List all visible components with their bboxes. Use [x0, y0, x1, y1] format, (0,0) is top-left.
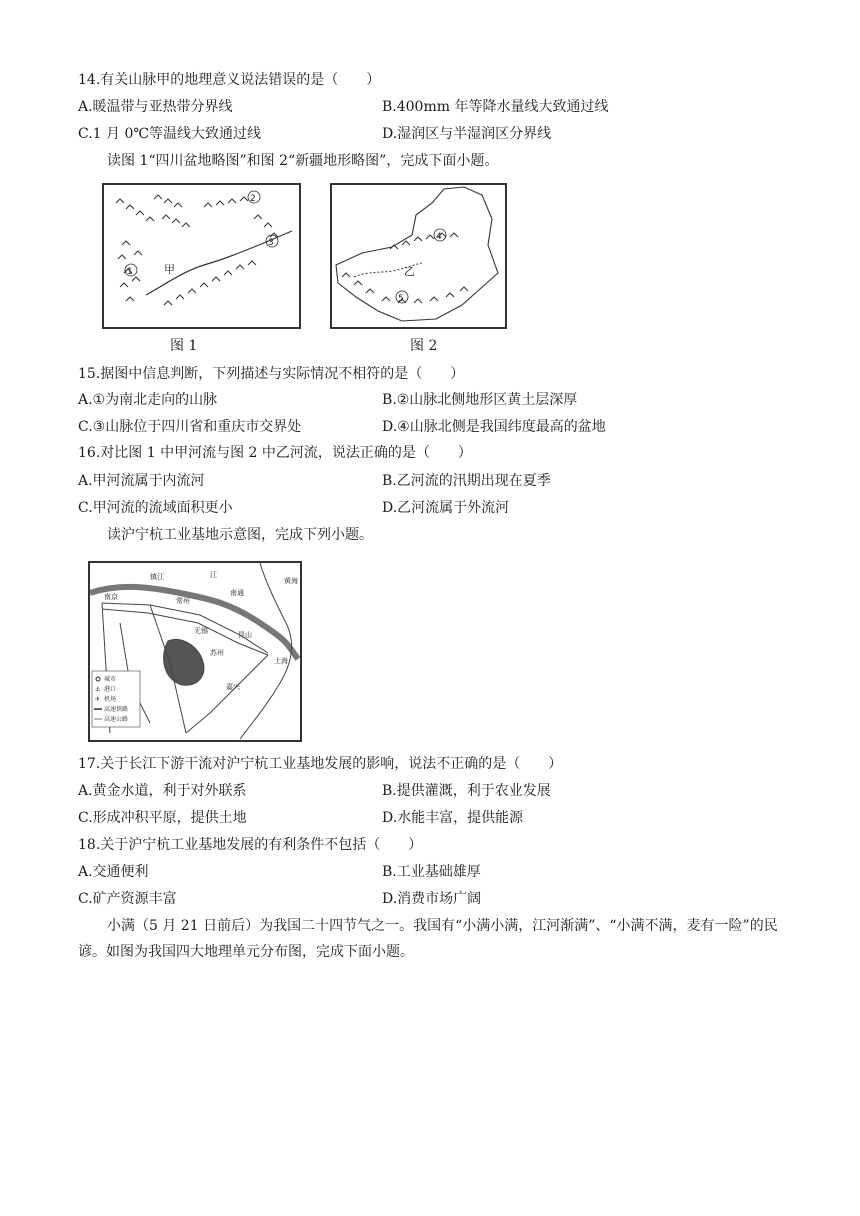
- q16-stem: 16.对比图 1 中甲河流与图 2 中乙河流，说法正确的是（ ）: [78, 445, 472, 461]
- fig3-place-shanghai: 上海: [274, 657, 288, 665]
- fig1-label-jia: 甲: [164, 263, 175, 276]
- q14-option-b: B.400mm 年等降水量线大致通过线: [382, 99, 609, 115]
- q14-stem: 14.有关山脉甲的地理意义说法错误的是（ ）: [78, 72, 381, 88]
- fig3-place-changzhou: 常州: [176, 597, 190, 605]
- intro-sichuan-xinjiang: 读图 1“四川盆地略图”和图 2“新疆地形略图”，完成下面小题。: [107, 153, 499, 169]
- q18-stem: 18.关于沪宁杭工业基地发展的有利条件不包括（ ）: [78, 837, 423, 853]
- q14-option-d: D.湿润区与半湿润区分界线: [382, 126, 552, 142]
- intro-xiaoman: 小满（5 月 21 日前后）为我国二十四节气之一。我国有“小满小满，江河渐满”、“小满不满，麦有一险”的民谚。如图为我国四大地理单元分布图，完成下面小题。: [78, 918, 778, 960]
- fig3-place-kunshan: 昆山: [238, 631, 252, 639]
- q14-option-c: C.1 月 0℃等温线大致通过线: [78, 126, 262, 142]
- q15-option-c: C.③山脉位于四川省和重庆市交界处: [78, 419, 302, 435]
- figure-1-caption: 图 1: [170, 338, 198, 354]
- fig3-legend-port: 港口: [104, 686, 117, 693]
- q16-option-d: D.乙河流属于外流河: [382, 500, 510, 516]
- q17-option-d: D.水能丰富，提供能源: [382, 810, 524, 826]
- svg-text:5: 5: [398, 294, 404, 304]
- svg-text:1: 1: [127, 267, 133, 277]
- q16-option-c: C.甲河流的流域面积更小: [78, 500, 233, 516]
- fig2-label-yi: 乙: [404, 265, 415, 278]
- figure-2-caption: 图 2: [410, 338, 438, 354]
- q15-option-d: D.④山脉北侧是我国纬度最高的盆地: [382, 419, 606, 435]
- fig3-place-suzhou: 苏州: [210, 649, 224, 657]
- svg-text:⚓: ⚓: [95, 686, 101, 693]
- fig3-legend: [92, 671, 140, 727]
- q17-stem: 17.关于长江下游干流对沪宁杭工业基地发展的影响，说法不正确的是（ ）: [78, 756, 563, 772]
- fig3-place-wuxi: 无锡: [194, 627, 208, 635]
- fig3-legend-city: 城市: [104, 676, 117, 683]
- figure-3-huninghang-industrial-map: [88, 561, 302, 742]
- q17-option-c: C.形成冲积平原，提供土地: [78, 810, 247, 826]
- q18-option-b: B.工业基础雄厚: [382, 864, 481, 880]
- q16-option-b: B.乙河流的汛期出现在夏季: [382, 473, 551, 489]
- fig3-place-nanjing: 南京: [104, 593, 118, 601]
- intro-huning-hang: 读沪宁杭工业基地示意图，完成下列小题。: [107, 527, 373, 543]
- q18-option-d: D.消费市场广阔: [382, 891, 482, 907]
- fig3-legend-expressway: 高速公路: [104, 716, 129, 723]
- svg-text:2: 2: [250, 194, 256, 204]
- svg-text:✈: ✈: [95, 696, 101, 703]
- figure-1-sichuan-basin-map: [102, 183, 301, 329]
- svg-text:3: 3: [268, 238, 274, 248]
- q18-option-a: A.交通便利: [78, 864, 149, 880]
- q17-option-b: B.提供灌溉，利于农业发展: [382, 783, 551, 799]
- fig3-place-jiang: 江: [210, 571, 217, 579]
- fig3-place-nantong: 南通: [230, 589, 244, 597]
- fig3-legend-hsr: 高速铁路: [104, 706, 129, 713]
- fig3-place-jiaxing: 嘉兴: [226, 683, 240, 691]
- q15-option-a: A.①为南北走向的山脉: [78, 392, 218, 408]
- q16-option-a: A.甲河流属于内流河: [78, 473, 205, 489]
- q15-stem: 15.据图中信息判断，下列描述与实际情况不相符的是（ ）: [78, 366, 465, 382]
- figure-2-xinjiang-terrain-map: [330, 183, 507, 329]
- fig3-legend-airport: 机场: [104, 696, 117, 703]
- fig3-place-zhenjiang: 镇江: [150, 573, 164, 581]
- svg-text:4: 4: [436, 232, 442, 242]
- q15-option-b: B.②山脉北侧地形区黄土层深厚: [382, 392, 578, 408]
- fig3-place-huanghai: 黄海: [284, 577, 298, 585]
- q18-option-c: C.矿产资源丰富: [78, 891, 177, 907]
- q17-option-a: A.黄金水道，利于对外联系: [78, 783, 247, 799]
- q14-option-a: A.暖温带与亚热带分界线: [78, 99, 233, 115]
